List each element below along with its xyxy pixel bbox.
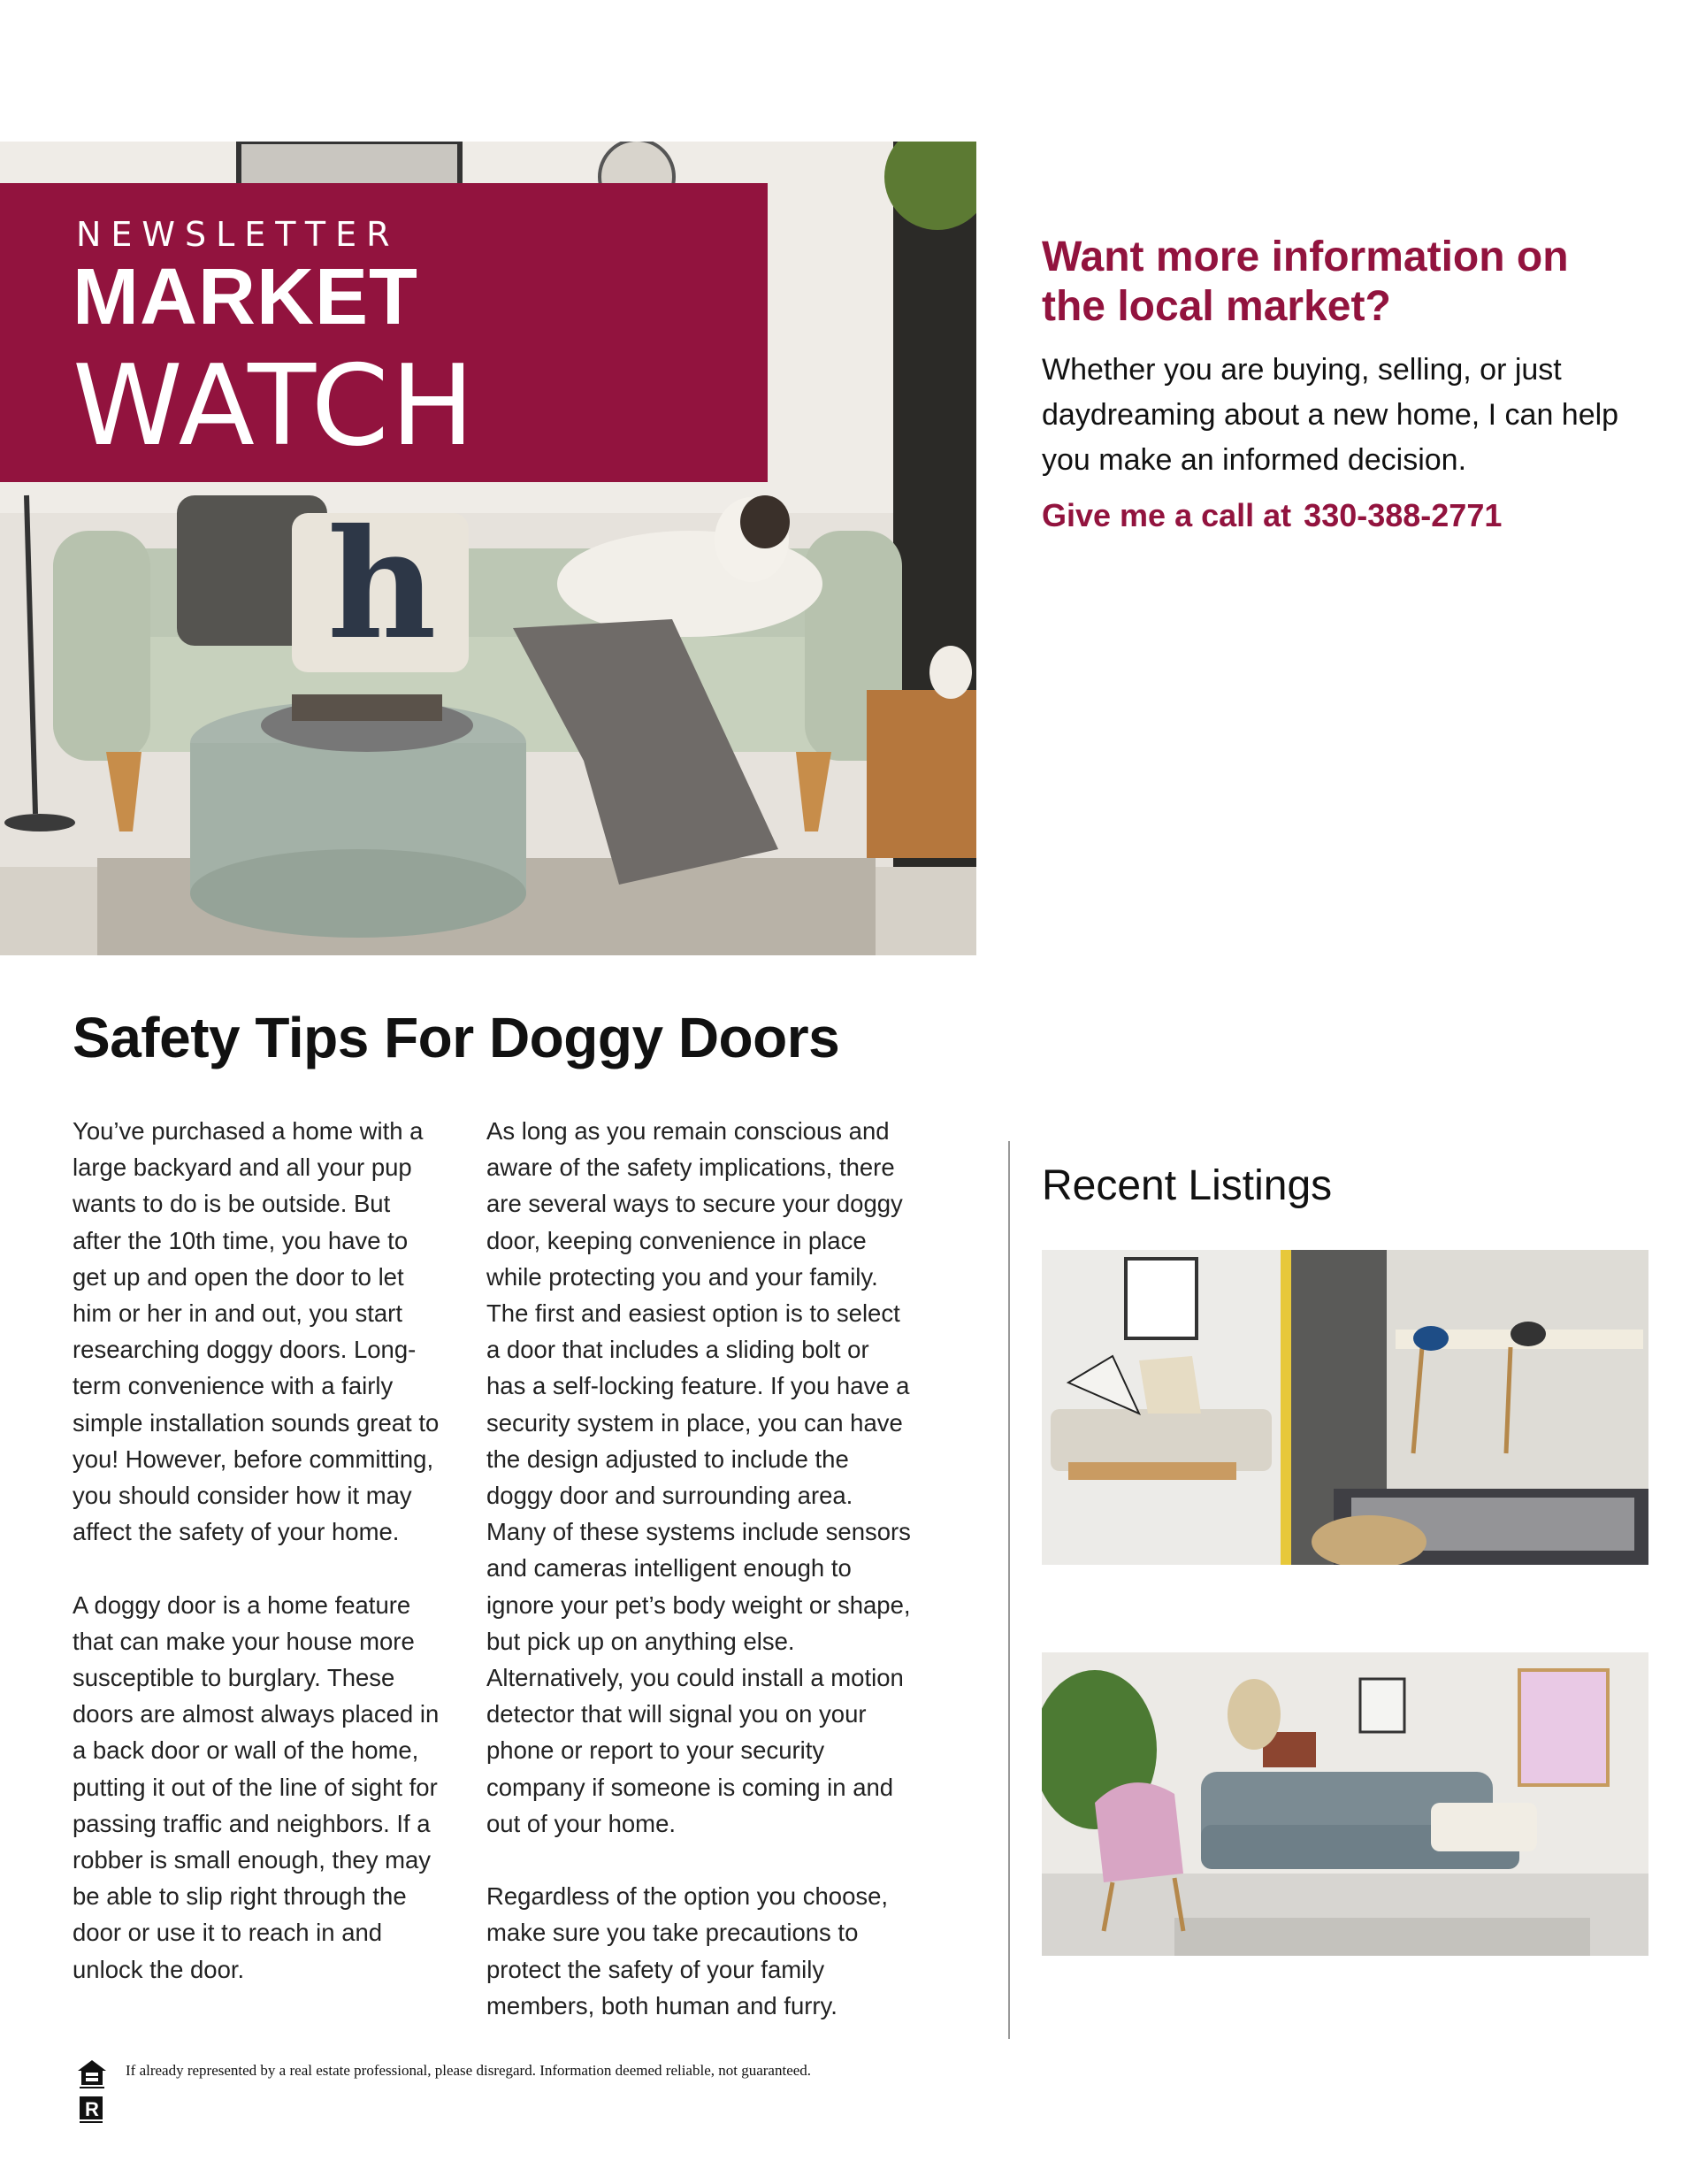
newsletter-kicker: NEWSLETTER — [76, 215, 400, 254]
article-paragraph: Regardless of the option you choose, make sure you take precautions to protect the safety of your family members, both human and furry. — [486, 1882, 889, 2019]
listing-photo[interactable] — [1042, 1250, 1648, 1565]
column-divider — [1008, 1141, 1010, 2039]
article-column-2 — [486, 1113, 911, 2024]
realtor-icon — [78, 2095, 106, 2123]
masthead-title-market: MARKET — [73, 253, 418, 341]
svg-text:R: R — [85, 2098, 99, 2120]
call-to-action — [1042, 497, 1643, 534]
phone-number[interactable]: 330-388-2771 — [1304, 497, 1503, 533]
svg-text:h: h — [327, 496, 437, 673]
footer-disclaimer: If already represented by a real estate professional, please disregard. Information deemed reliable, not guaranteed. — [126, 2062, 812, 2079]
contact-body: Whether you are buying, selling, or just daydreaming about a new home, I can help you make an informed decision. — [1042, 353, 1619, 477]
masthead-banner — [0, 183, 768, 482]
listing-lounge-image — [1042, 1652, 1648, 1956]
article-column-1 — [73, 1113, 444, 1988]
contact-heading: Want more information on the local market? — [1042, 234, 1569, 330]
cta-label: Give me a call at — [1042, 497, 1292, 533]
contact-block — [1042, 233, 1643, 534]
masthead-title-watch: WATCH — [73, 341, 477, 471]
listing-living-room-image — [1042, 1250, 1648, 1565]
article-paragraph: As long as you remain conscious and aware of the safety implications, there are several ways to secure your doggy door, keeping convenience in place while protecting you and your family. The first and easiest option is to select a door that includes a sliding bolt or has a self-locking feature. If you have a security system in place, you can have the design adjusted to include the doggy door and surrounding area. Many of these systems include sensors and cameras intelligent enough to ignore your pet’s body weight or shape, but pick up on anything else. Alternatively, you could install a motion detector that will signal you on your phone or report to your security company if someone is coming in and out of your home. — [486, 1117, 911, 1837]
recent-listings-title: Recent Listings — [1042, 1162, 1333, 1209]
listing-photo[interactable] — [1042, 1652, 1648, 1956]
article-paragraph: A doggy door is a home feature that can make your house more susceptible to burglary. These doors are almost always placed in a back door or wall of the home, putting it out of the line of sight for passing traffic and neighbors. If a robber is small enough, they may be able to slip right through the door or use it to reach in and unlock the door. — [73, 1590, 440, 1983]
article-paragraph: You’ve purchased a home with a large backyard and all your pup wants to do is be outside. But after the 10th time, you have to get up and open the door to let him or her in and out, you start researching doggy doors. Long-term convenience with a fairly simple installation sounds great to you! However, before committing, you should consider how it may affect the safety of your home. — [73, 1117, 440, 1546]
article-title: Safety Tips For Doggy Doors — [73, 1006, 840, 1069]
